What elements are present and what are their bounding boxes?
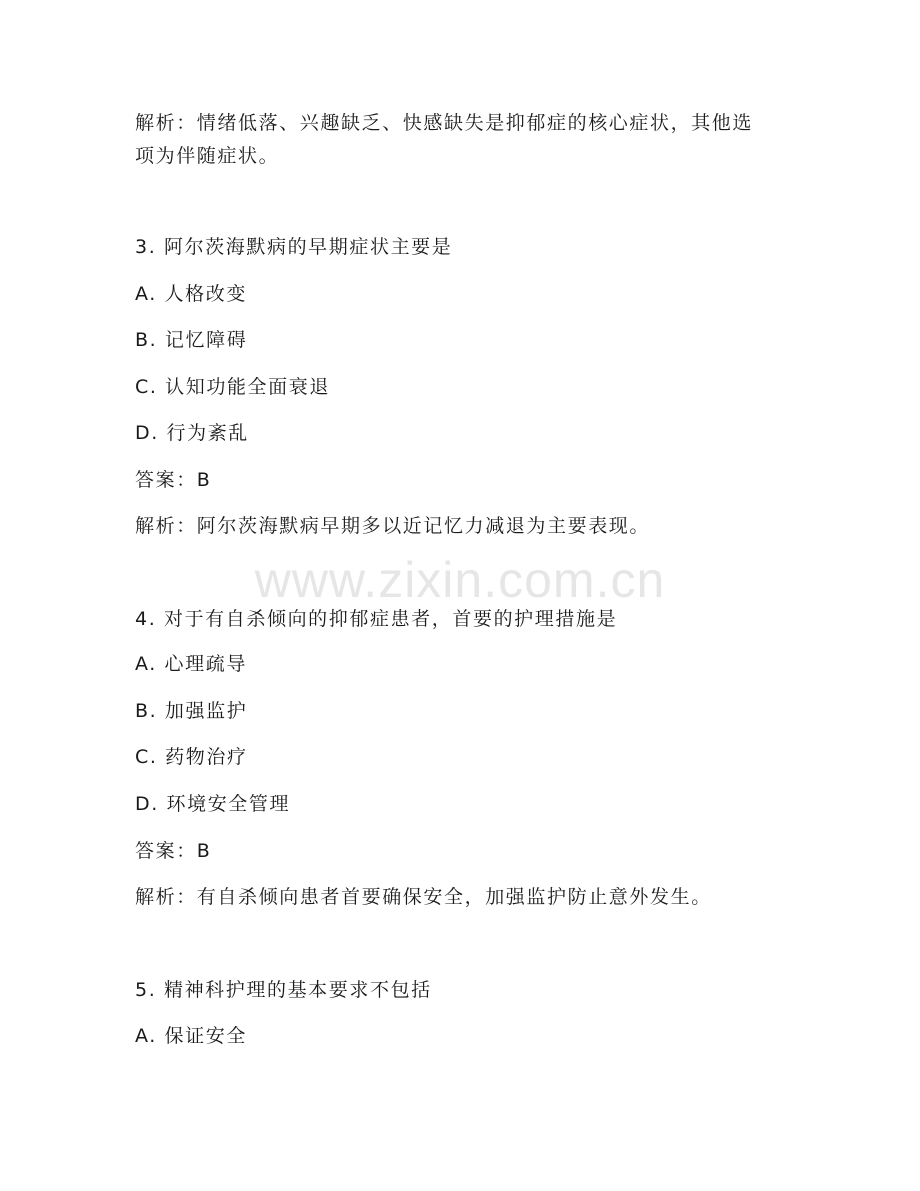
answer-text: 答案：B bbox=[135, 840, 212, 862]
option-a: A. 人格改变 bbox=[135, 283, 247, 305]
answer-text: 答案：B bbox=[135, 469, 212, 491]
explanation-text: 解析：情绪低落、兴趣缺乏、快感缺失是抑郁症的核心症状，其他选 bbox=[135, 112, 754, 134]
option-d: D. 环境安全管理 bbox=[135, 793, 291, 815]
question-stem-3: 3. 阿尔茨海默病的早期症状主要是 bbox=[135, 236, 453, 258]
option-c: C. 药物治疗 bbox=[135, 746, 248, 768]
option-a: A. 保证安全 bbox=[135, 1025, 247, 1047]
question-stem-5: 5. 精神科护理的基本要求不包括 bbox=[135, 979, 432, 1001]
option-a: A. 心理疏导 bbox=[135, 653, 247, 675]
explanation-text: 解析：阿尔茨海默病早期多以近记忆力减退为主要表现。 bbox=[135, 515, 651, 537]
watermark: www.zixin.com.cn bbox=[254, 552, 666, 608]
option-d: D. 行为紊乱 bbox=[135, 422, 249, 444]
option-c: C. 认知功能全面衰退 bbox=[135, 376, 330, 398]
option-b: B. 加强监护 bbox=[135, 700, 248, 722]
question-stem-4: 4. 对于有自杀倾向的抑郁症患者，首要的护理措施是 bbox=[135, 608, 618, 630]
explanation-text: 项为伴随症状。 bbox=[135, 145, 280, 167]
option-b: B. 记忆障碍 bbox=[135, 329, 248, 351]
explanation-text: 解析：有自杀倾向患者首要确保安全，加强监护防止意外发生。 bbox=[135, 886, 712, 908]
